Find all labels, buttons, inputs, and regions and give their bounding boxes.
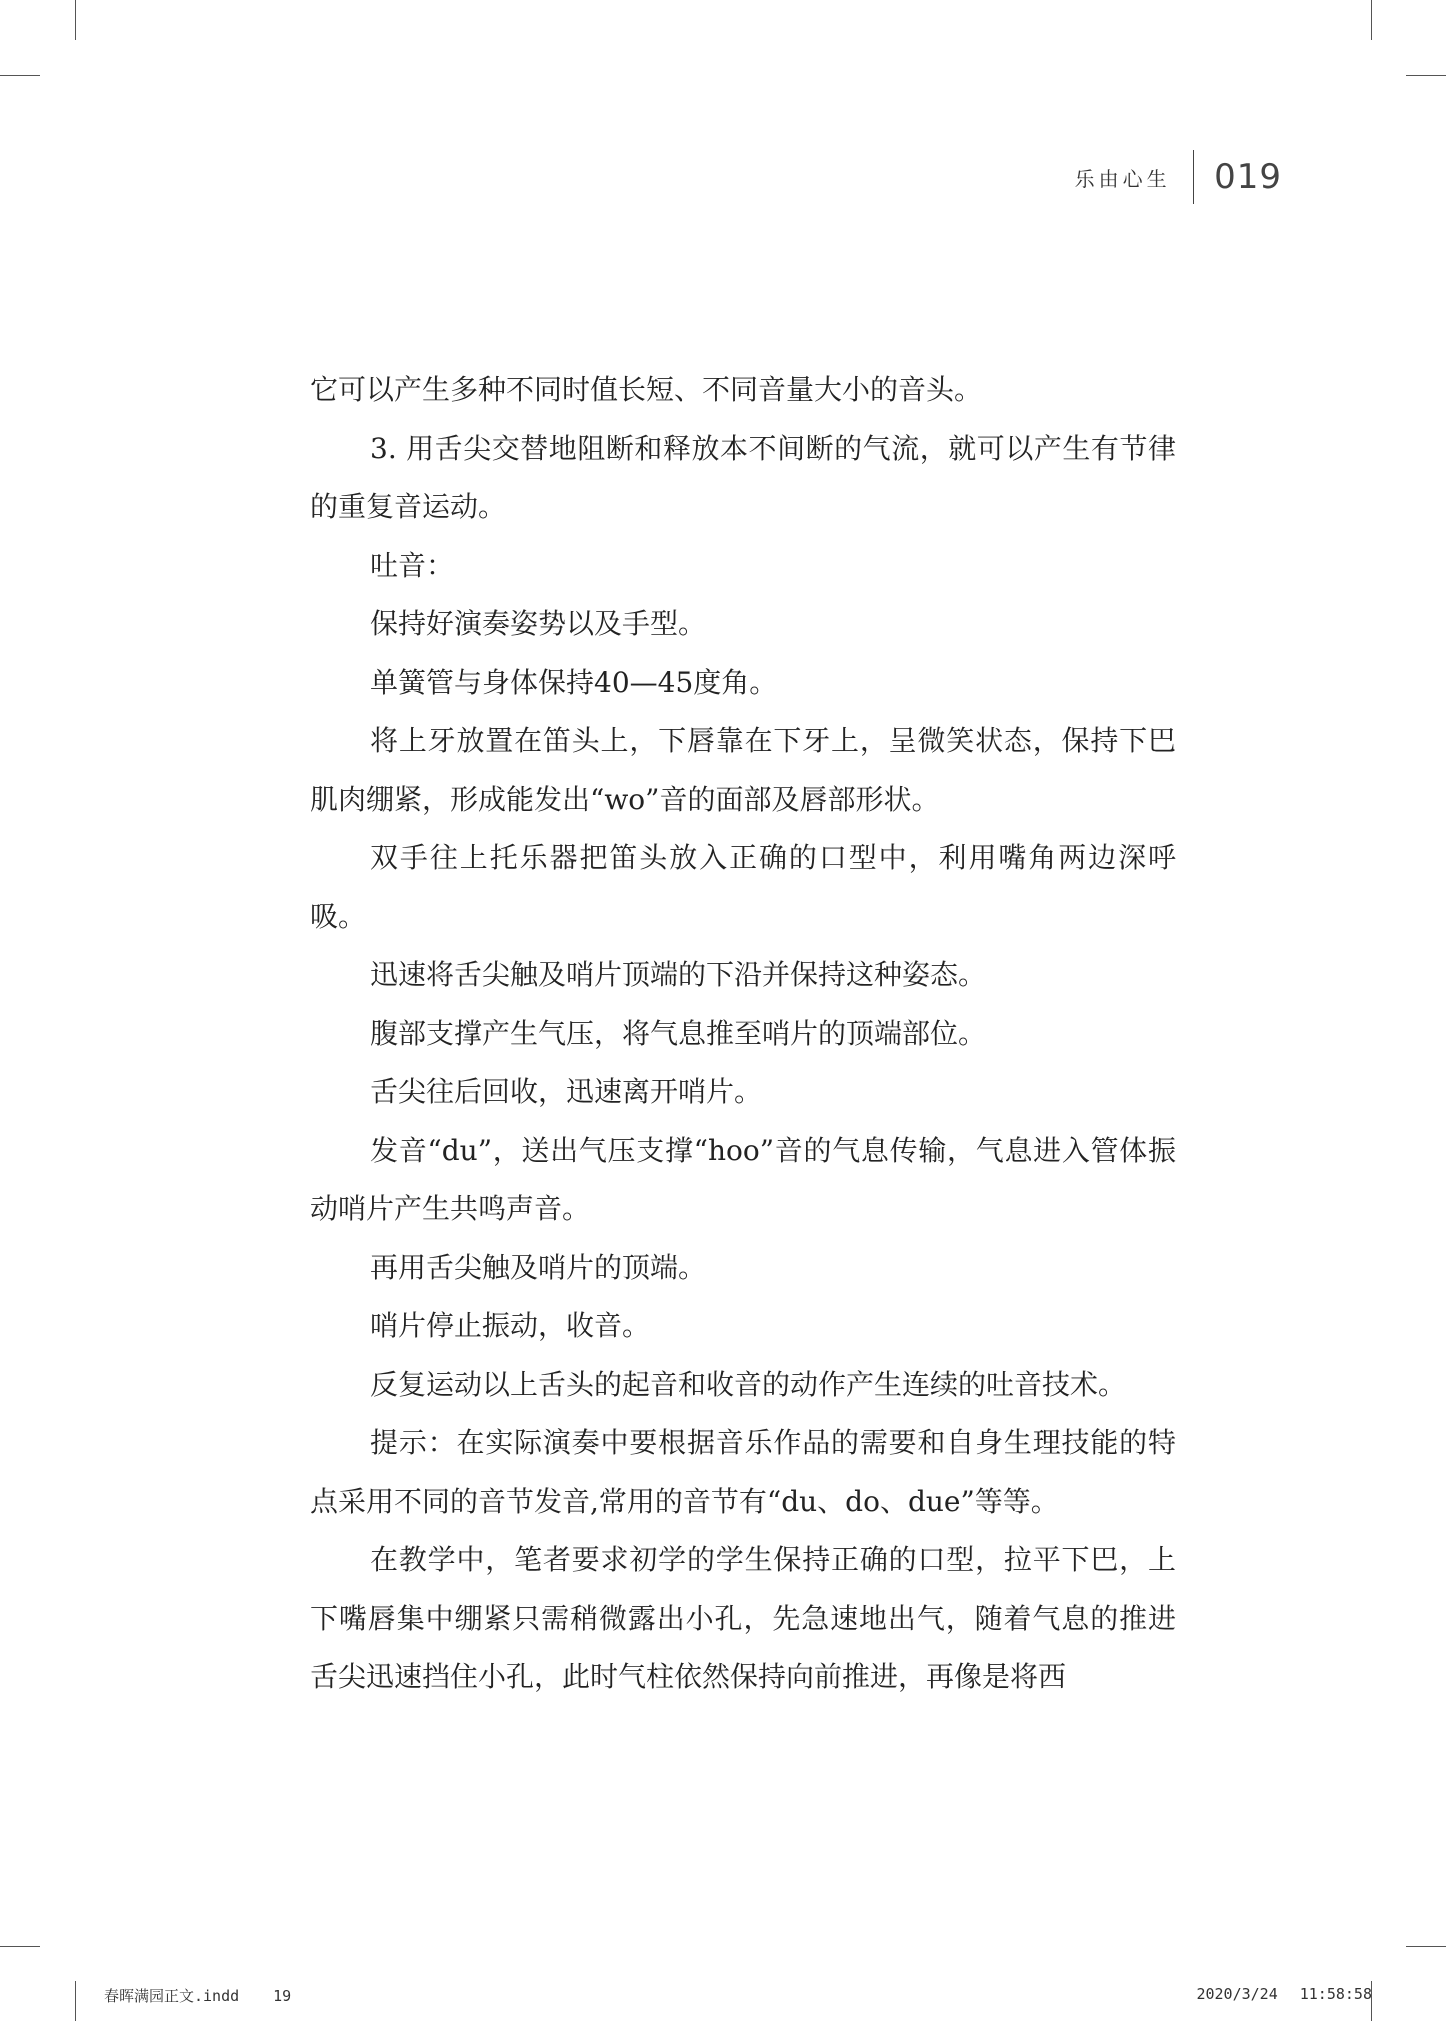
paragraph: 将上牙放置在笛头上，下唇靠在下牙上，呈微笑状态，保持下巴肌肉绷紧，形成能发出“wo”音的面部及唇部形状。	[310, 724, 1176, 816]
header-divider	[1193, 150, 1195, 204]
paragraph: 吐音：	[370, 548, 455, 582]
crop-mark-top-left	[75, 0, 76, 40]
page-number: 019	[1214, 157, 1282, 197]
paragraph: 它可以产生多种不同时值长短、不同音量大小的音头。	[310, 373, 983, 406]
slug-file-name: 春晖满园正文.indd	[104, 1987, 240, 2005]
crop-mark-top-right	[1371, 0, 1372, 40]
running-head	[1075, 150, 1282, 204]
paragraph: 保持好演奏姿势以及手型。	[370, 607, 707, 640]
slug-file-info	[104, 1985, 291, 2006]
paragraph: 3. 用舌尖交替地阻断和释放本不间断的气流，就可以产生有节律的重复音运动。	[310, 431, 1176, 523]
paragraph: 双手往上托乐器把笛头放入正确的口型中，利用嘴角两边深呼吸。	[310, 841, 1176, 933]
crop-mark-bottom-left	[75, 1981, 76, 2021]
slug-timestamp	[1196, 1985, 1372, 2003]
paragraph: 再用舌尖触及哨片的顶端。	[370, 1250, 707, 1284]
paragraph: 提示：在实际演奏中要根据音乐作品的需要和自身生理技能的特点采用不同的音节发音,常用的音节有“du、do、due”等等。	[310, 1426, 1176, 1518]
paragraph: 迅速将舌尖触及哨片顶端的下沿并保持这种姿态。	[370, 958, 987, 991]
section-title: 乐由心生	[1074, 166, 1171, 191]
body-text	[310, 361, 1176, 1707]
crop-mark-right-top	[1406, 75, 1446, 76]
slug-time: 11:58:58	[1299, 1985, 1372, 2003]
slug-date: 2020/3/24	[1196, 1985, 1278, 2003]
crop-mark-left-top	[0, 75, 40, 76]
slug-file-page: 19	[273, 1987, 292, 2005]
paragraph: 反复运动以上舌头的起音和收音的动作产生连续的吐音技术。	[370, 1367, 1127, 1401]
paragraph: 在教学中，笔者要求初学的学生保持正确的口型，拉平下巴，上下嘴唇集中绷紧只需稍微露出小孔，先急速地出气，随着气息的推进舌尖迅速挡住小孔，此时气柱依然保持向前推进，再像是将西	[310, 1543, 1176, 1693]
crop-mark-right-bottom	[1406, 1946, 1446, 1947]
paragraph: 单簧管与身体保持40—45度角。	[370, 665, 778, 699]
paragraph: 发音“du”，送出气压支撑“hoo”音的气息传输，气息进入管体振动哨片产生共鸣声音。	[310, 1133, 1176, 1225]
crop-mark-left-bottom	[0, 1946, 40, 1947]
paragraph: 哨片停止振动，收音。	[370, 1309, 651, 1342]
paragraph: 舌尖往后回收，迅速离开哨片。	[370, 1075, 763, 1108]
paragraph: 腹部支撑产生气压，将气息推至哨片的顶端部位。	[370, 1016, 987, 1050]
